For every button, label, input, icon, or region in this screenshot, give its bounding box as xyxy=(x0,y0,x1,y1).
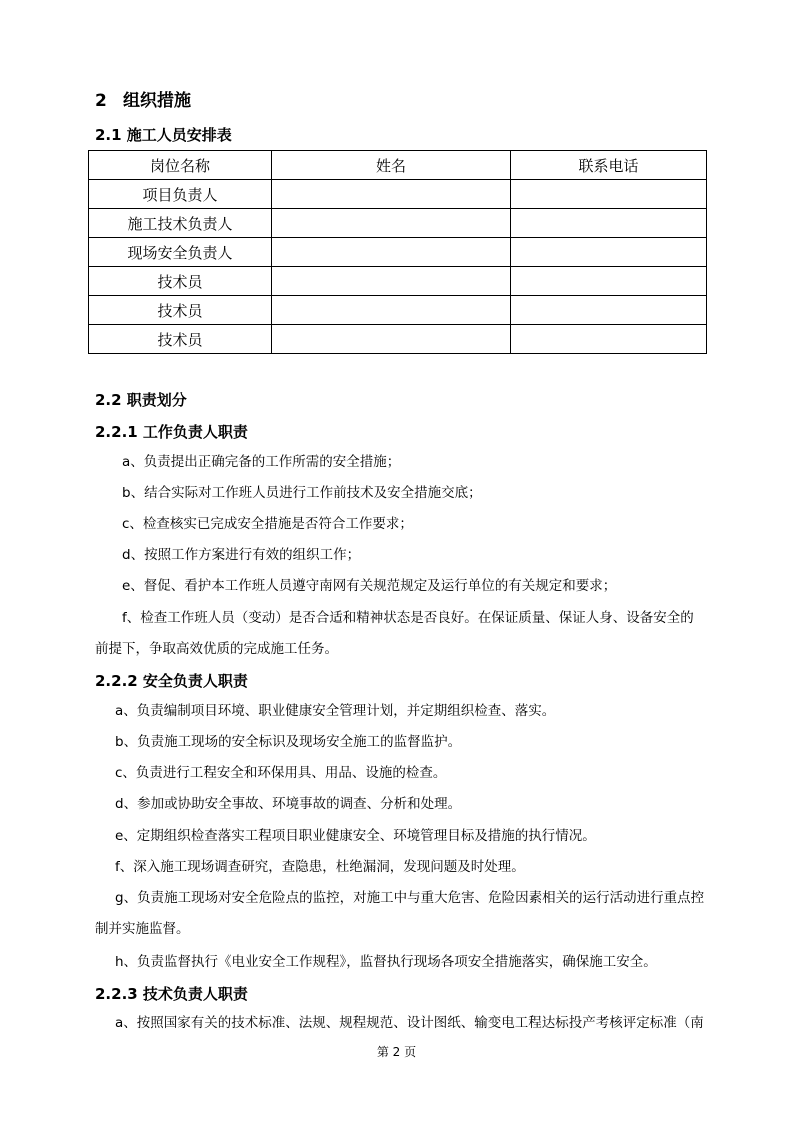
table-row xyxy=(89,296,707,325)
phone-cell xyxy=(511,180,707,209)
table-row xyxy=(89,209,707,238)
work-leader-item-c: c、检查核实已完成安全措施是否符合工作要求； xyxy=(122,516,413,532)
section-number: 2 xyxy=(95,91,107,111)
safety-leader-item-g-line2: 制并实施监督。 xyxy=(95,921,190,937)
staff-table-heading: 2.1 施工人员安排表 xyxy=(95,126,232,144)
tech-leader-heading: 2.2.3 技术负责人职责 xyxy=(95,985,248,1003)
phone-cell xyxy=(511,238,707,267)
section-heading xyxy=(95,86,191,111)
name-cell xyxy=(272,296,511,325)
work-leader-item-d: d、按照工作方案进行有效的组织工作； xyxy=(122,547,361,563)
safety-leader-item-a: a、负责编制项目环境、职业健康安全管理计划，并定期组织检查、落实。 xyxy=(115,703,556,719)
position-cell: 项目负责人 xyxy=(89,180,272,209)
phone-cell xyxy=(511,325,707,354)
work-leader-item-b: b、结合实际对工作班人员进行工作前技术及安全措施交底； xyxy=(122,485,482,501)
position-cell: 现场安全负责人 xyxy=(89,238,272,267)
header-cell-position: 岗位名称 xyxy=(89,151,272,180)
page-number: 第 2 页 xyxy=(376,1045,417,1059)
phone-cell xyxy=(511,296,707,325)
table-row xyxy=(89,180,707,209)
name-cell xyxy=(272,325,511,354)
safety-leader-item-e: e、定期组织检查落实工程项目职业健康安全、环境管理目标及措施的执行情况。 xyxy=(115,828,596,844)
table-header-row xyxy=(89,151,707,180)
header-cell-name: 姓名 xyxy=(272,151,511,180)
position-cell: 技术员 xyxy=(89,325,272,354)
table-row xyxy=(89,325,707,354)
table-row xyxy=(89,267,707,296)
position-cell: 技术员 xyxy=(89,267,272,296)
name-cell xyxy=(272,209,511,238)
name-cell xyxy=(272,267,511,296)
safety-leader-item-b: b、负责施工现场的安全标识及现场安全施工的监督监护。 xyxy=(115,734,462,750)
duties-heading: 2.2 职责划分 xyxy=(95,391,187,409)
safety-leader-item-d: d、参加或协助安全事故、环境事故的调查、分析和处理。 xyxy=(115,796,462,812)
work-leader-item-f-line2: 前提下，争取高效优质的完成施工任务。 xyxy=(95,641,338,657)
name-cell xyxy=(272,238,511,267)
header-cell-phone: 联系电话 xyxy=(511,151,707,180)
work-leader-item-e: e、督促、看护本工作班人员遵守南网有关规范规定及运行单位的有关规定和要求； xyxy=(122,578,617,594)
staff-table xyxy=(88,150,707,354)
work-leader-item-f-line1: f、检查工作班人员（变动）是否合适和精神状态是否良好。在保证质量、保证人身、设备安全的 xyxy=(122,610,694,626)
safety-leader-item-g-line1: g、负责施工现场对安全危险点的监控，对施工中与重大危害、危险因素相关的运行活动进行重点控 xyxy=(115,890,705,906)
position-cell: 施工技术负责人 xyxy=(89,209,272,238)
safety-leader-item-f: f、深入施工现场调查研究，查隐患，杜绝漏洞，发现问题及时处理。 xyxy=(115,859,525,875)
work-leader-item-a: a、负责提出正确完备的工作所需的安全措施； xyxy=(122,454,401,470)
section-title: 组织措施 xyxy=(123,91,191,111)
safety-leader-item-c: c、负责进行工程安全和环保用具、用品、设施的检查。 xyxy=(115,765,447,781)
safety-leader-heading: 2.2.2 安全负责人职责 xyxy=(95,672,248,690)
phone-cell xyxy=(511,267,707,296)
name-cell xyxy=(272,180,511,209)
phone-cell xyxy=(511,209,707,238)
work-leader-heading: 2.2.1 工作负责人职责 xyxy=(95,423,248,441)
safety-leader-item-h: h、负责监督执行《电业安全工作规程》，监督执行现场各项安全措施落实，确保施工安全。 xyxy=(115,954,657,970)
position-cell: 技术员 xyxy=(89,296,272,325)
tech-leader-item-a-line1: a、按照国家有关的技术标准、法规、规程规范、设计图纸、输变电工程达标投产考核评定标准（南 xyxy=(115,1015,704,1031)
table-row xyxy=(89,238,707,267)
